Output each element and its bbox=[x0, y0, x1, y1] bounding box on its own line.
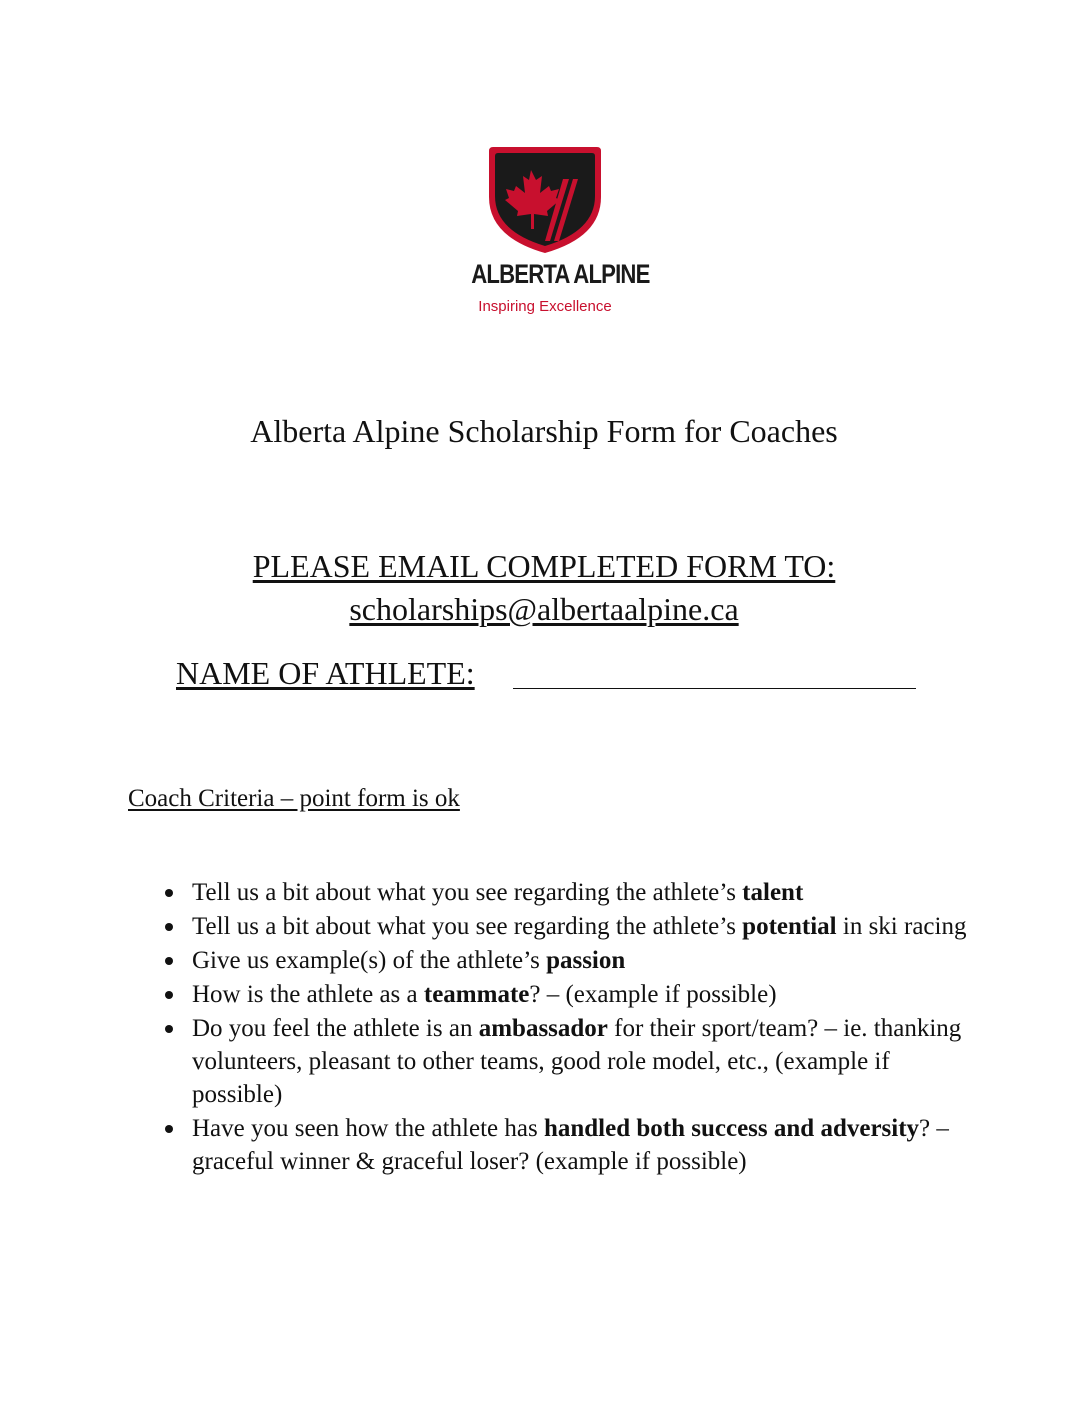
logo-name: ALBERTA ALPINE bbox=[471, 259, 650, 289]
alberta-alpine-logo bbox=[455, 143, 650, 323]
criteria-item: Tell us a bit about what you see regarding the athlete’s talent bbox=[192, 876, 982, 909]
criteria-list bbox=[192, 876, 982, 1179]
athlete-name-label: NAME OF ATHLETE: bbox=[176, 655, 475, 691]
maple-leaf-shield-icon bbox=[487, 143, 603, 255]
athlete-name-field[interactable] bbox=[513, 688, 916, 689]
form-title: Alberta Alpine Scholarship Form for Coaches bbox=[250, 413, 838, 449]
logo-tagline: Inspiring Excellence bbox=[478, 298, 612, 315]
email-instruction-heading: PLEASE EMAIL COMPLETED FORM TO: bbox=[252, 548, 836, 584]
criteria-item: Have you seen how the athlete has handled both success and adversity? – graceful winner & graceful loser? (example if possible) bbox=[192, 1112, 982, 1178]
email-address-link[interactable]: scholarships@albertaalpine.ca bbox=[349, 591, 739, 627]
athlete-name-row bbox=[176, 653, 916, 693]
criteria-item: Give us example(s) of the athlete’s passion bbox=[192, 944, 982, 977]
criteria-item: Do you feel the athlete is an ambassador for their sport/team? – ie. thanking volunteers, pleasant to other teams, good role model, etc., (example if possible) bbox=[192, 1012, 982, 1111]
criteria-item: How is the athlete as a teammate? – (example if possible) bbox=[192, 978, 982, 1011]
criteria-item: Tell us a bit about what you see regarding the athlete’s potential in ski racing bbox=[192, 910, 982, 943]
criteria-heading: Coach Criteria – point form is ok bbox=[128, 785, 460, 812]
